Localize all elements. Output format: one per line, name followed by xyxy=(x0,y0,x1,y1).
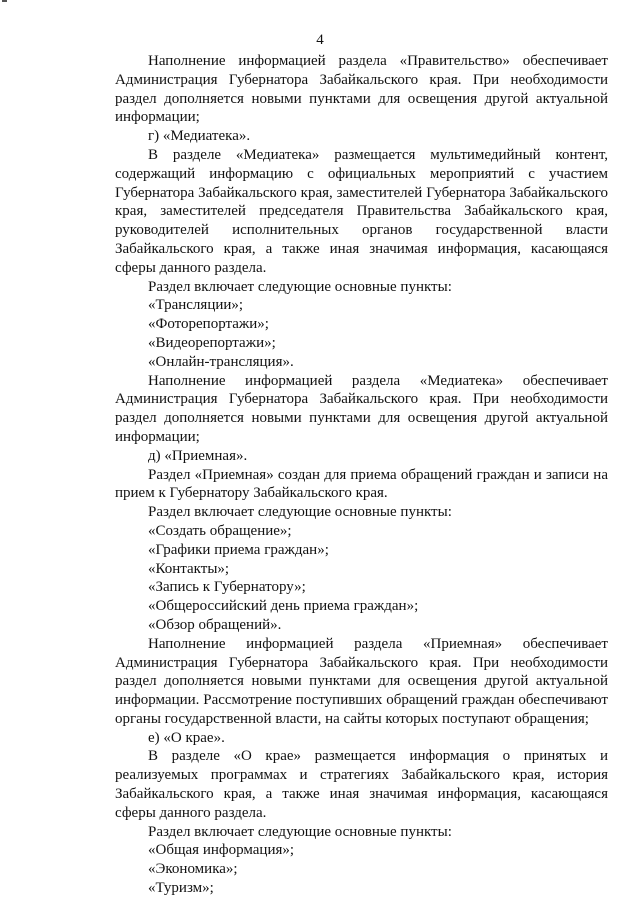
paragraph-reception-description: Раздел «Приемная» создан для приема обращений граждан и записи на прием к Губернатору Забайкальского края. xyxy=(115,466,608,502)
list-intro: Раздел включает следующие основные пункты: xyxy=(148,823,452,840)
list-item: «Онлайн-трансляция». xyxy=(148,353,294,370)
list-intro: Раздел включает следующие основные пункты: xyxy=(148,278,452,295)
list-item: «Фоторепортажи»; xyxy=(148,316,269,333)
page-number: 4 xyxy=(316,32,324,48)
list-item: «Графики приема граждан»; xyxy=(148,541,329,558)
list-item: «Обзор обращений». xyxy=(148,616,282,633)
list-item: «Общероссийский день приема граждан»; xyxy=(148,598,419,615)
paragraph-media-library-description: В разделе «Медиатека» размещается мультимедийный контент, содержащий информацию с официальных мероприятий с участием Губернатора Забайкальского края, заместителей Губернатора Забайкальского края, заместителей председателя Правительства Забайкальского края, руководителей исполнительных органов государственной власти Забайкальского края, а также иная значимая информация, касающаяся сферы данного раздела. xyxy=(115,146,608,276)
section-heading-media-library: г) «Медиатека». xyxy=(148,128,251,145)
list-item: «Общая информация»; xyxy=(148,842,295,859)
list-item: «Создать обращение»; xyxy=(148,522,292,539)
list-item: «Запись к Губернатору»; xyxy=(148,579,306,596)
paragraph-about-region-description: В разделе «О крае» размещается информация о принятых и реализуемых программах и стратегиях Забайкальского края, история Забайкальского края, а также иная значимая информация, касающаяся сферы данного раздела. xyxy=(115,748,608,821)
paragraph-media-library-content: Наполнение информацией раздела «Медиатека» обеспечивает Администрация Губернатора Забайкальского края. При необходимости раздел дополняется новыми пунктами для освещения другой актуальной информации; xyxy=(115,372,608,445)
list-item: «Экономика»; xyxy=(148,861,238,878)
section-heading-about-region: е) «О крае». xyxy=(148,729,225,746)
paragraph-government-content: Наполнение информацией раздела «Правительство» обеспечивает Администрация Губернатора Забайкальского края. При необходимости раздел дополняется новыми пунктами для освещения другой актуальной информации; xyxy=(115,53,608,126)
scan-corner-mark xyxy=(2,0,7,2)
list-item: «Трансляции»; xyxy=(148,297,244,314)
list-intro: Раздел включает следующие основные пункты: xyxy=(148,504,452,521)
document-body xyxy=(115,52,608,898)
section-heading-reception: д) «Приемная». xyxy=(148,447,248,464)
list-item: «Видеорепортажи»; xyxy=(148,334,276,351)
paragraph-reception-content: Наполнение информацией раздела «Приемная» обеспечивает Администрация Губернатора Забайкальского края. При необходимости раздел дополняется новыми пунктами для освещения другой актуальной информации. Рассмотрение поступивших обращений граждан обеспечивают органы государственной власти, на сайты которых поступают обращения; xyxy=(115,635,608,727)
list-item: «Контакты»; xyxy=(148,560,230,577)
list-item: «Туризм»; xyxy=(148,880,214,897)
